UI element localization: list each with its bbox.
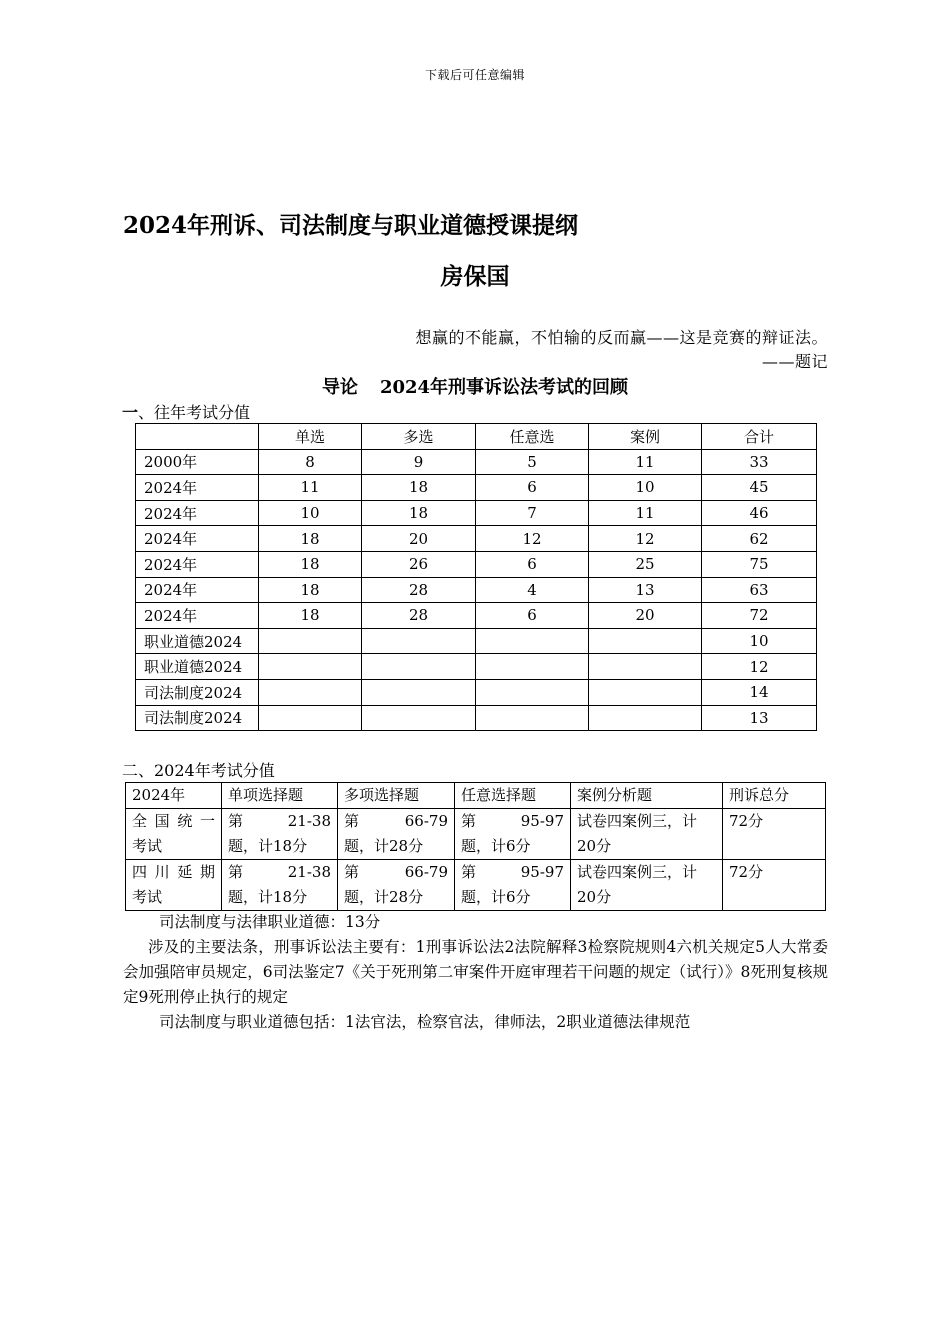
table-cell: 12 [589,526,702,552]
cell-text: 题，计6分 [461,888,531,906]
cell-text: 95-97 [520,863,564,881]
table-cell [589,654,702,680]
row-label-cell: 司法制度2024 [136,679,259,705]
cell-text: 20分 [577,888,612,906]
past-scores-table [135,423,817,731]
table-cell: 28 [362,603,476,629]
cell-text: 第 [461,863,477,881]
row-label-cell: 职业道德2024 [136,654,259,680]
header-cell: 多选 [362,424,476,450]
table-cell [259,705,362,731]
paragraph-main-statutes: 涉及的主要法条，刑事诉讼法主要有：1刑事诉讼法2法院解释3检察院规则4六机关规定5人大常委会加强陪审员规定，6司法鉴定7《关于死刑第二审案件开庭审理若干问题的规定（试行）》8死刑复核规定9死刑停止执行的规定 [123,938,828,1006]
table-cell: 6 [476,551,589,577]
table-header-row [126,783,826,809]
exam-name-line: 考试 [132,837,163,855]
multi-choice-cell [338,809,455,860]
table-row [136,449,817,475]
motto-quote: 想赢的不能赢，不怕输的反而赢——这是竞赛的辩证法。 [415,328,828,347]
cell-text: 72分 [729,863,764,881]
exam-scores-table [125,782,826,911]
table-cell [362,628,476,654]
table-row [136,551,817,577]
cell-text: 题，计28分 [344,837,424,855]
cell-text: 题，计18分 [228,837,308,855]
table-cell: 11 [259,475,362,501]
cell-text: 66-79 [404,812,448,830]
cell-text: 第 [344,812,360,830]
total-score-cell [723,860,826,911]
table-cell: 6 [476,603,589,629]
cell-text: 95-97 [520,812,564,830]
cell-text: 72分 [729,812,764,830]
header-cell: 多项选择题 [338,783,455,809]
table-cell: 7 [476,500,589,526]
cell-text: 题，计28分 [344,888,424,906]
case-analysis-cell [571,809,723,860]
exam-name-line: 四川延期 [132,863,215,881]
table-cell: 26 [362,551,476,577]
row-label-cell: 2024年 [136,577,259,603]
table-cell [362,679,476,705]
cell-text: 20分 [577,837,612,855]
row-label-cell: 司法制度2024 [136,705,259,731]
table-cell: 18 [259,551,362,577]
cell-text: 第 [228,863,244,881]
table-cell [362,705,476,731]
motto-attribution: ——题记 [761,352,828,371]
table-cell [476,628,589,654]
table-cell: 72 [702,603,817,629]
row-label-cell: 2024年 [136,526,259,552]
table-cell: 10 [702,628,817,654]
section-label: 导论 [321,377,358,398]
table-cell: 46 [702,500,817,526]
table-cell: 14 [702,679,817,705]
table-row [136,475,817,501]
header-cell: 任意选择题 [455,783,571,809]
table-cell: 18 [362,500,476,526]
row-label-cell: 2024年 [136,603,259,629]
single-choice-cell [222,860,338,911]
table-cell: 18 [259,603,362,629]
table-row [136,654,817,680]
table-cell: 25 [589,551,702,577]
cell-text: 21-38 [287,812,331,830]
cell-text: 第 [344,863,360,881]
header-cell: 任意选 [476,424,589,450]
cell-text: 题，计18分 [228,888,308,906]
table-cell: 9 [362,449,476,475]
table-cell: 18 [259,526,362,552]
header-cell [136,424,259,450]
header-cell: 案例 [589,424,702,450]
table-cell [259,628,362,654]
table-cell [589,679,702,705]
table-row [126,809,826,860]
table-cell: 11 [589,500,702,526]
table-cell: 10 [589,475,702,501]
table-row [136,628,817,654]
table-cell [259,679,362,705]
part2-heading: 二、2024年考试分值 [122,761,275,780]
paragraph-judicial-ethics-scope: 司法制度与职业道德包括：1法官法，检察官法，律师法，2职业道德法律规范 [159,1013,691,1031]
exam-name-cell [126,809,222,860]
cell-text: 66-79 [404,863,448,881]
table-cell [476,654,589,680]
part1-heading [122,400,250,423]
table-cell: 11 [589,449,702,475]
cell-text: 试卷四案例三，计 [577,812,698,830]
header-cell: 单选 [259,424,362,450]
any-choice-cell [455,860,571,911]
header-cell: 合计 [702,424,817,450]
table-row [136,705,817,731]
table-row [136,603,817,629]
table-cell: 10 [259,500,362,526]
table-cell [259,654,362,680]
table-cell: 5 [476,449,589,475]
table-cell: 62 [702,526,817,552]
paragraph-judicial-score: 司法制度与法律职业道德：13分 [159,913,381,931]
table-cell: 18 [362,475,476,501]
single-choice-cell [222,809,338,860]
multi-choice-cell [338,860,455,911]
table-cell: 4 [476,577,589,603]
header-cell: 刑诉总分 [723,783,826,809]
cell-text: 试卷四案例三，计 [577,863,698,881]
cell-text: 第 [461,812,477,830]
any-choice-cell [455,809,571,860]
table-cell: 8 [259,449,362,475]
row-label-cell: 2024年 [136,475,259,501]
motto [415,326,828,374]
page-header: 下载后可任意编辑 [424,68,525,82]
past-scores-body [136,424,817,731]
row-label-cell: 2000年 [136,449,259,475]
exam-name-line: 全国统一 [132,812,215,830]
cell-text: 第 [228,812,244,830]
table-cell [589,705,702,731]
table-cell [476,705,589,731]
table-cell [476,679,589,705]
part1-heading-text: 、往年考试分值 [138,403,251,422]
table-cell: 63 [702,577,817,603]
table-cell: 33 [702,449,817,475]
cell-text: 21-38 [287,863,331,881]
part1-heading-prefix: 一 [122,403,139,422]
table-row [136,577,817,603]
table-cell: 45 [702,475,817,501]
table-cell: 18 [259,577,362,603]
table-cell: 13 [702,705,817,731]
table-row [136,500,817,526]
row-label-cell: 2024年 [136,500,259,526]
section-title: 2024年刑事诉讼法考试的回顾 [379,377,629,398]
exam-name-cell [126,860,222,911]
table-row [136,526,817,552]
header-cell: 案例分析题 [571,783,723,809]
document-title: 2024年刑诉、司法制度与职业道德授课提纲 [123,212,579,239]
total-score-cell [723,809,826,860]
header-cell: 单项选择题 [222,783,338,809]
table-header-row [136,424,817,450]
header-cell: 2024年 [126,783,222,809]
table-cell: 12 [702,654,817,680]
table-row [126,860,826,911]
table-row [136,679,817,705]
table-cell: 20 [362,526,476,552]
table-cell [589,628,702,654]
table-cell: 28 [362,577,476,603]
section-heading [0,373,950,399]
cell-text: 题，计6分 [461,837,531,855]
table-cell: 6 [476,475,589,501]
table-cell [362,654,476,680]
table-cell: 20 [589,603,702,629]
table-cell: 13 [589,577,702,603]
case-analysis-cell [571,860,723,911]
author-name: 房保国 [440,263,510,290]
table-cell: 75 [702,551,817,577]
exam-name-line: 考试 [132,888,163,906]
table-cell: 12 [476,526,589,552]
row-label-cell: 2024年 [136,551,259,577]
row-label-cell: 职业道德2024 [136,628,259,654]
